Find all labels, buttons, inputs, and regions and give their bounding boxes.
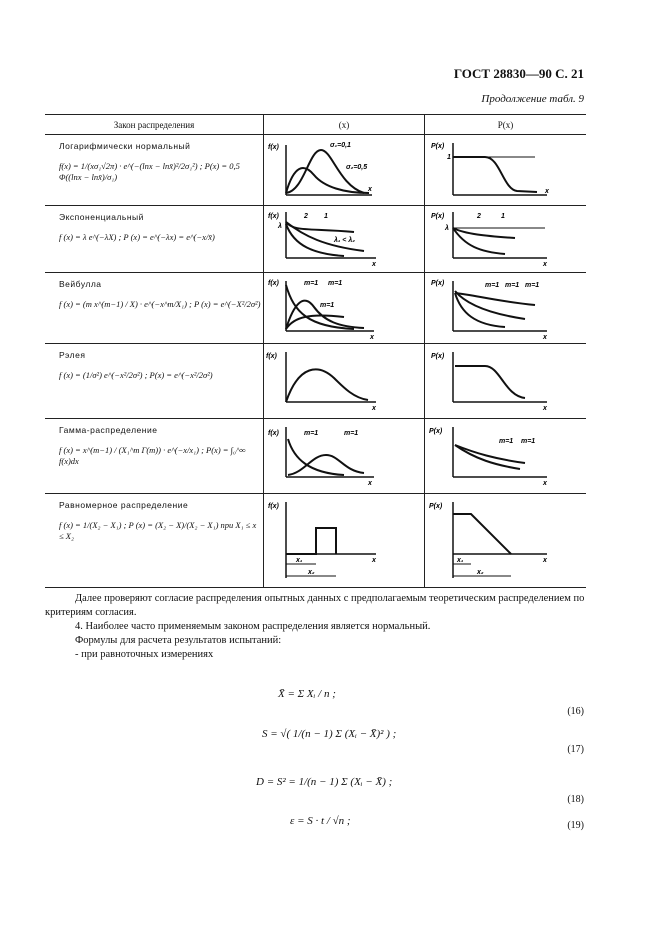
fx-plot-weibull (264, 273, 424, 343)
table-row (45, 494, 586, 588)
law-formula: f(x) = 1/(xσ₁√2π) · e^(−(lnx − lnx̄)²/2σ₁²) ; P(x) = 0,5 Φ((lnx − lnx̄)/σ₁) (59, 161, 240, 183)
distribution-table (45, 114, 586, 588)
law-formula: f (x) = x^(m−1) / (X₁^m Γ(m)) · e^(−x/x₁) ; P(x) = ∫₀^∞ f(x)dx (59, 445, 246, 467)
curve-label: 1 (501, 213, 505, 220)
law-name: Рэлея (59, 350, 86, 360)
paragraph: Далее проверяют согласие распределения опытных данных с предполагаемым теоретическим распределением по критериям согласия. (45, 593, 585, 618)
table-row (45, 135, 586, 206)
px-label: P(x) (429, 503, 443, 510)
law-formula: f (x) = λ e^(−λX) ; P (x) = e^(−λx) = e^(−x/x̄) (59, 232, 215, 242)
x1-label: x₁ (457, 557, 464, 564)
curve-label: m=1 (344, 430, 359, 437)
x-axis-label: x (543, 261, 547, 268)
fx-plot-gamma (264, 419, 424, 493)
table-row (45, 273, 586, 344)
x-axis-label: x (543, 405, 547, 412)
curve-label: 1 (324, 213, 328, 220)
px-label: P(x) (429, 428, 443, 435)
equation-17: S = √( 1/(n − 1) Σ (Xᵢ − X̄)² ) ; (262, 728, 397, 740)
fx-label: f(x) (268, 280, 279, 287)
table-row (45, 206, 586, 273)
law-name: Вейбулла (59, 279, 102, 289)
equation-number: (17) (567, 744, 584, 755)
table-row (45, 419, 586, 494)
col-header-fx: (x) (264, 115, 425, 135)
x1-label: x₁ (296, 557, 303, 564)
px-plot-lognormal (425, 135, 586, 205)
col-header-law: Закон распределения (45, 115, 264, 135)
x-axis-label: x (372, 405, 376, 412)
table-continuation-label: Продолжение табл. 9 (481, 93, 584, 105)
fx-label: f(x) (268, 503, 279, 510)
px-plot-rayleigh (425, 344, 586, 418)
x2-label: x₂ (308, 569, 315, 576)
curve-label: m=1 (320, 302, 335, 309)
curve-label: m=1 (521, 438, 536, 445)
lambda-label: λ (445, 225, 449, 232)
law-formula: f (x) = 1/(X₂ − X₁) ; P (x) = (X₂ − X)/(X₂ − X₁) при X₁ ≤ x ≤ X₂ (59, 520, 257, 542)
x-axis-label: x (372, 557, 376, 564)
px-label: P(x) (431, 280, 445, 287)
law-name: Гамма-распределение (59, 425, 158, 435)
x-axis-label: x (368, 186, 372, 193)
table-header-row (45, 115, 586, 135)
px-plot-weibull (425, 273, 586, 343)
px-plot-exponential (425, 206, 586, 272)
curve-label: m=1 (499, 438, 514, 445)
paragraph: Формулы для расчета результатов испытаний: (75, 635, 282, 646)
table-row (45, 344, 586, 419)
law-name: Равномерное распределение (59, 500, 189, 510)
law-name: Экспоненциальный (59, 212, 144, 222)
fx-label: f(x) (266, 353, 277, 360)
equation-19: ε = S · t / √n ; (290, 815, 351, 827)
curve-label: σ₂=0,5 (346, 164, 368, 171)
x-axis-label: x (543, 480, 547, 487)
law-formula: f (x) = (m x^(m−1) / X) · e^(−x^m/X₁) ; P (x) = e^(−X²/2σ²) (59, 299, 261, 309)
lambda-label: λ (278, 223, 282, 230)
px-label: P(x) (431, 353, 445, 360)
fx-plot-rayleigh (264, 344, 424, 418)
paragraph: - при равноточных измерениях (75, 649, 214, 660)
curve-label: 2 (477, 213, 481, 220)
curve-label: m=1 (485, 282, 500, 289)
equation-16: X̄ = Σ Xᵢ / n ; (278, 688, 336, 700)
equation-number: (16) (567, 706, 584, 717)
x-axis-label: x (545, 188, 549, 195)
px-label: P(x) (431, 213, 445, 220)
x2-label: x₂ (477, 569, 484, 576)
curve-label: m=1 (525, 282, 540, 289)
law-formula: f (x) = (1/σ²) e^(−x²/2σ²) ; P(x) = e^(−x²/2σ²) (59, 370, 213, 380)
fx-label: f(x) (268, 430, 279, 437)
curve-label: λ₁ < λ₂ (334, 237, 355, 244)
curve-label: m=1 (304, 430, 319, 437)
px-plot-uniform (425, 494, 586, 587)
x-axis-label: x (368, 480, 372, 487)
law-name: Логарифмически нормальный (59, 141, 191, 151)
curve-label: m=1 (505, 282, 520, 289)
fx-plot-lognormal (264, 135, 424, 205)
x-axis-label: x (543, 557, 547, 564)
paragraph: 4. Наиболее часто применяемым законом распределения является нормальный. (75, 621, 431, 632)
x-axis-label: x (543, 334, 547, 341)
fx-label: f(x) (268, 144, 279, 151)
page-header: ГОСТ 28830—90 С. 21 (453, 66, 584, 81)
px-label: P(x) (431, 143, 445, 150)
fx-plot-uniform (264, 494, 424, 587)
equation-number: (18) (567, 794, 584, 805)
tick-label: 1 (447, 154, 451, 161)
x-axis-label: x (370, 334, 374, 341)
curve-label: m=1 (304, 280, 319, 287)
equation-18: D = S² = 1/(n − 1) Σ (Xᵢ − X̄) ; (256, 776, 393, 788)
fx-plot-exponential (264, 206, 424, 272)
col-header-px: P(x) (425, 115, 587, 135)
x-axis-label: x (372, 261, 376, 268)
curve-label: 2 (304, 213, 308, 220)
fx-label: f(x) (268, 213, 279, 220)
equation-number: (19) (567, 820, 584, 831)
px-plot-gamma (425, 419, 586, 493)
curve-label: m=1 (328, 280, 343, 287)
curve-label: σ₁=0,1 (330, 142, 351, 149)
